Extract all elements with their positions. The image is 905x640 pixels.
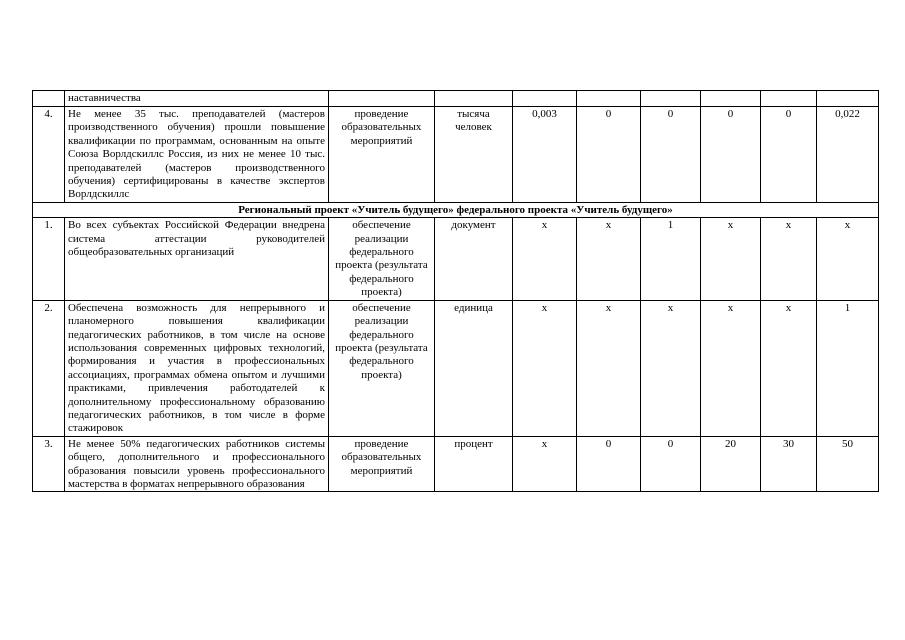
- value-cell: [641, 91, 701, 107]
- value-cell: 0: [701, 107, 761, 203]
- section-title: Региональный проект «Учитель будущего» федерального проекта «Учитель будущего»: [33, 202, 879, 217]
- table-row: [33, 436, 879, 492]
- value-cell: 0: [577, 107, 641, 203]
- value-cell: 0: [641, 436, 701, 492]
- value-cell: 0: [761, 107, 817, 203]
- table-row: [33, 107, 879, 203]
- result-name: Во всех субъектах Российской Федерации внедрена система аттестации руководителей общеобразовательных организаций: [65, 218, 329, 300]
- value-cell: [513, 91, 577, 107]
- result-type: проведение образовательных мероприятий: [329, 436, 435, 492]
- result-name: Не менее 35 тыс. преподавателей (мастеров производственного обучения) прошли повышение квалификации по программам, основанным на опыте Союза Ворлдскиллс Россия, из них не менее 10 тыс. преподавателей (мастеров производственного обучения) сертифицированы в качестве экспертов Ворлдскиллс: [65, 107, 329, 203]
- value-cell: 0: [641, 107, 701, 203]
- unit-of-measure: [435, 91, 513, 107]
- row-number: [33, 91, 65, 107]
- value-cell: х: [817, 218, 879, 300]
- value-cell: х: [641, 300, 701, 436]
- value-cell: [577, 91, 641, 107]
- unit-of-measure: тысяча человек: [435, 107, 513, 203]
- value-cell: х: [761, 218, 817, 300]
- table-row: [33, 300, 879, 436]
- row-number: 4.: [33, 107, 65, 203]
- result-type: обеспечение реализации федерального проекта (результата федерального проекта): [329, 300, 435, 436]
- table-row: [33, 91, 879, 107]
- unit-of-measure: документ: [435, 218, 513, 300]
- row-number: 3.: [33, 436, 65, 492]
- row-number: 2.: [33, 300, 65, 436]
- value-cell: х: [577, 300, 641, 436]
- value-cell: 1: [641, 218, 701, 300]
- value-cell: 0,022: [817, 107, 879, 203]
- result-name: Не менее 50% педагогических работников системы общего, дополнительного и профессионального образования повысили уровень профессионального мастерства в форматах непрерывного образования: [65, 436, 329, 492]
- value-cell: х: [513, 436, 577, 492]
- value-cell: 1: [817, 300, 879, 436]
- unit-of-measure: процент: [435, 436, 513, 492]
- value-cell: х: [701, 218, 761, 300]
- result-type: [329, 91, 435, 107]
- indicators-table: [32, 90, 879, 492]
- value-cell: [701, 91, 761, 107]
- result-type: обеспечение реализации федерального проекта (результата федерального проекта): [329, 218, 435, 300]
- value-cell: 50: [817, 436, 879, 492]
- value-cell: 30: [761, 436, 817, 492]
- value-cell: 20: [701, 436, 761, 492]
- result-type: проведение образовательных мероприятий: [329, 107, 435, 203]
- value-cell: 0,003: [513, 107, 577, 203]
- section-header-row: [33, 202, 879, 217]
- unit-of-measure: единица: [435, 300, 513, 436]
- table-row: [33, 218, 879, 300]
- value-cell: [817, 91, 879, 107]
- value-cell: х: [513, 218, 577, 300]
- value-cell: х: [761, 300, 817, 436]
- value-cell: х: [701, 300, 761, 436]
- value-cell: х: [513, 300, 577, 436]
- value-cell: х: [577, 218, 641, 300]
- value-cell: 0: [577, 436, 641, 492]
- result-name: Обеспечена возможность для непрерывного и планомерного повышения квалификации педагогических работников, в том числе на основе использования современных цифровых технологий, формирования и участия в профессиональных ассоциациях, программах обмена опытом и лучшими практиками, привлечения работодателей к дополнительному профессиональному образованию педагогических работников, в том числе в форме стажировок: [65, 300, 329, 436]
- row-number: 1.: [33, 218, 65, 300]
- value-cell: [761, 91, 817, 107]
- result-name: наставничества: [65, 91, 329, 107]
